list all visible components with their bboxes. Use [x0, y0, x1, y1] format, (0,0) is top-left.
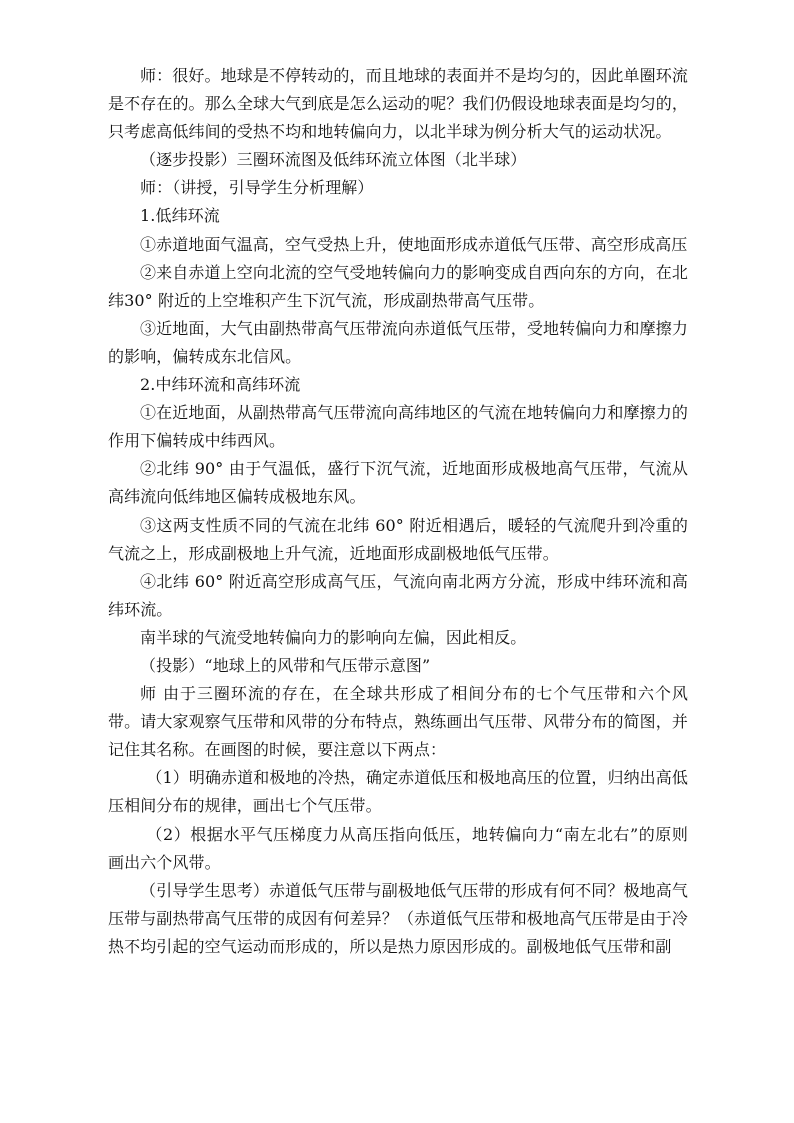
- paragraph-guided-thinking: （引导学生思考）赤道低气压带与副极地低气压带的形成有何不同？极地高气压带与副热带高气压带的成因有何差异？（赤道低气压带和极地高气压带是由于冷热不均引起的空气运动而形成的，所以是热力原因形成的。副极地低气压带和副: [108, 880, 688, 956]
- paragraph-mid-high-point-3: ③这两支性质不同的气流在北纬 60° 附近相遇后，暖轻的气流爬升到冷重的气流之上，形成副极地上升气流，近地面形成副极地低气压带。: [108, 515, 688, 563]
- paragraph-teacher-lecture: 师：（讲授，引导学生分析理解）: [140, 178, 374, 198]
- paragraph-mid-high-point-2: ②北纬 90° 由于气温低，盛行下沉气流，近地面形成极地高气压带，气流从高纬流向低纬地区偏转成极地东风。: [108, 459, 688, 507]
- paragraph-projection-wind-belts: （投影）“地球上的风带和气压带示意图”: [140, 655, 431, 675]
- paragraph-low-lat-point-3: ③近地面，大气由副热带高气压带流向赤道低气压带，受地转偏向力和摩擦力的影响，偏转成东北信风。: [108, 318, 688, 366]
- paragraph-southern-hemisphere: 南半球的气流受地转偏向力的影响向左偏，因此相反。: [140, 627, 527, 647]
- heading-low-latitude-circulation: 1.低纬环流: [140, 206, 220, 226]
- paragraph-low-lat-point-2: ②来自赤道上空向北流的空气受地转偏向力的影响变成自西向东的方向，在北纬30° 附近的上空堆积产生下沉气流，形成副热带高气压带。: [108, 262, 688, 310]
- heading-mid-high-latitude-circulation: 2.中纬环流和高纬环流: [140, 375, 301, 395]
- paragraph-teacher-intro: 师：很好。地球是不停转动的，而且地球的表面并不是均匀的，因此单圈环流是不存在的。那么全球大气到底是怎么运动的呢？我们仍假设地球表面是均匀的，只考虑高低纬间的受热不均和地转偏向力，以北半球为例分析大气的运动状况。: [108, 66, 688, 142]
- paragraph-teacher-pressure-belts: 师 由于三圈环流的存在，在全球共形成了相间分布的七个气压带和六个风带。请大家观察气压带和风带的分布特点，熟练画出气压带、风带分布的简图，并记住其名称。在画图的时候，要注意以下两点：: [108, 684, 688, 760]
- paragraph-mid-high-point-1: ①在近地面，从副热带高气压带流向高纬地区的气流在地转偏向力和摩擦力的作用下偏转成中纬西风。: [108, 403, 688, 451]
- paragraph-drawing-step-1: （1）明确赤道和极地的冷热，确定赤道低压和极地高压的位置，归纳出高低压相间分布的规律，画出七个气压带。: [108, 768, 688, 816]
- paragraph-projection-three-cell: （逐步投影）三圈环流图及低纬环流立体图（北半球）: [140, 150, 527, 170]
- paragraph-low-lat-point-1: ①赤道地面气温高，空气受热上升，使地面形成赤道低气压带、高空形成高压: [140, 234, 688, 254]
- document-body: [108, 62, 688, 961]
- paragraph-mid-high-point-4: ④北纬 60° 附近高空形成高气压，气流向南北两方分流，形成中纬环流和高纬环流。: [108, 571, 688, 619]
- paragraph-drawing-step-2: （2）根据水平气压梯度力从高压指向低压，地转偏向力“南左北右”的原则画出六个风带。: [108, 824, 688, 872]
